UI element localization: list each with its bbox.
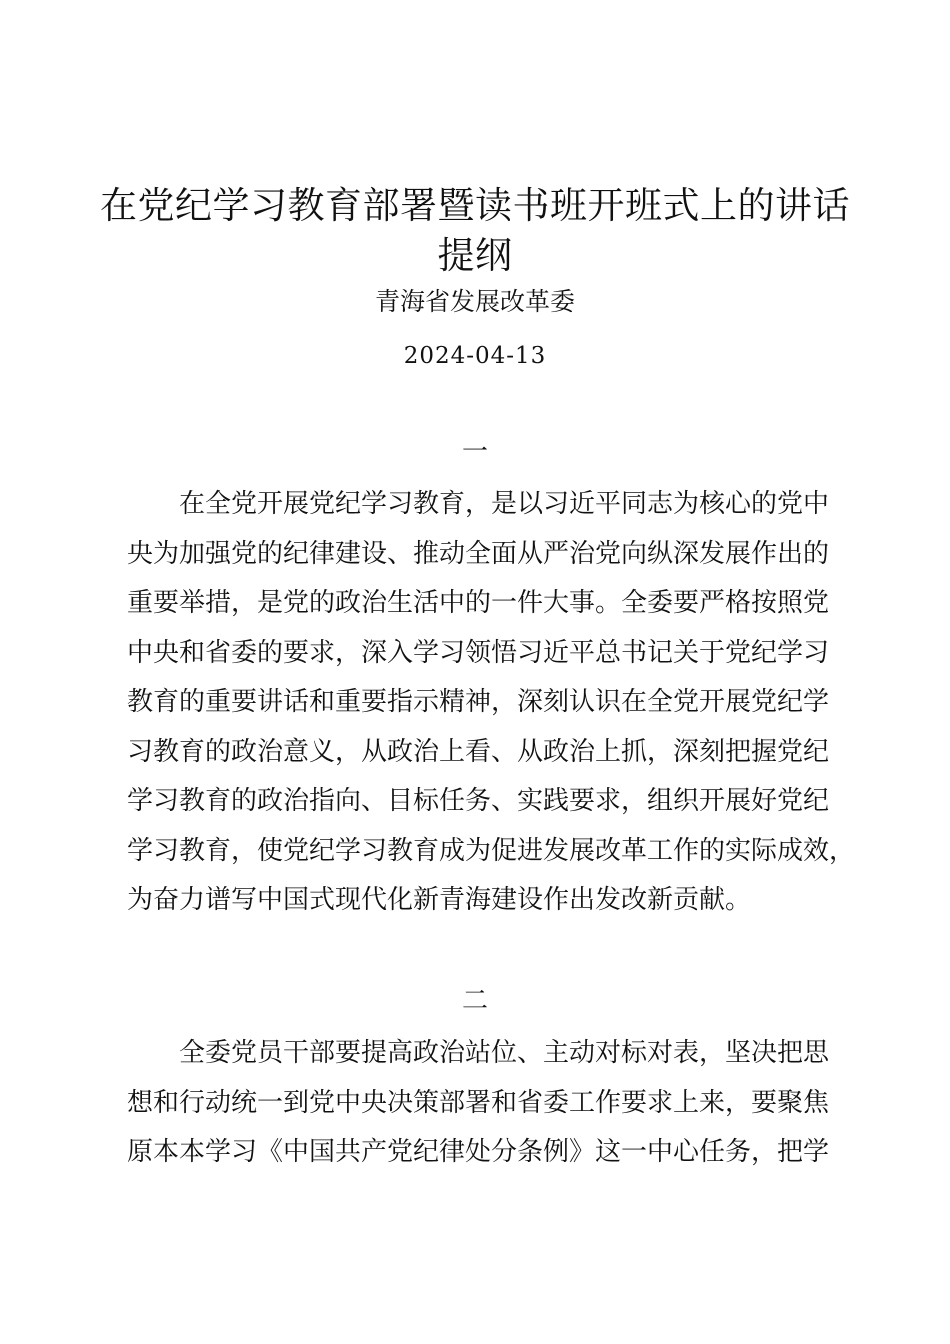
section-1-paragraph — [127, 480, 856, 926]
paragraph-line: 学习教育的政治指向、目标任务、实践要求，组织开展好党纪 — [127, 786, 830, 816]
paragraph-line: 想和行动统一到党中央决策部署和省委工作要求上来，要聚焦 — [127, 1087, 830, 1118]
section-2-paragraph — [127, 1029, 833, 1178]
paragraph-line: 为奋力谱写中国式现代化新青海建设作出发改新贡献。 — [127, 885, 752, 915]
title-line: 在党纪学习教育部署暨读书班开班式上的讲话 — [100, 184, 850, 227]
section-heading-1: 一 — [461, 437, 488, 467]
title-line: 提纲 — [437, 234, 513, 277]
document-author: 青海省发展改革委 — [374, 287, 575, 316]
paragraph-line: 学习教育，使党纪学习教育成为促进发展改革工作的实际成效， — [127, 835, 856, 866]
paragraph-line: 重要举措，是党的政治生活中的一件大事。全委要严格按照党 — [127, 588, 830, 618]
paragraph-line: 在全党开展党纪学习教育，是以习近平同志为核心的党中 — [179, 489, 830, 519]
document-title — [0, 181, 950, 281]
paragraph-line: 央为加强党的纪律建设、推动全面从严治党向纵深发展作出的 — [127, 538, 830, 569]
document-date: 2024-04-13 — [403, 343, 547, 369]
paragraph-line: 全委党员干部要提高政治站位、主动对标对表，坚决把思 — [179, 1038, 830, 1068]
paragraph-line: 中央和省委的要求，深入学习领悟习近平总书记关于党纪学习 — [127, 637, 830, 668]
paragraph-line: 习教育的政治意义，从政治上看、从政治上抓，深刻把握党纪 — [127, 736, 830, 767]
section-heading-2: 二 — [461, 986, 488, 1016]
paragraph-line: 原本本学习《中国共产党纪律处分条例》这一中心任务，把学 — [127, 1137, 830, 1167]
paragraph-line: 教育的重要讲话和重要指示精神，深刻认识在全党开展党纪学 — [127, 687, 830, 717]
